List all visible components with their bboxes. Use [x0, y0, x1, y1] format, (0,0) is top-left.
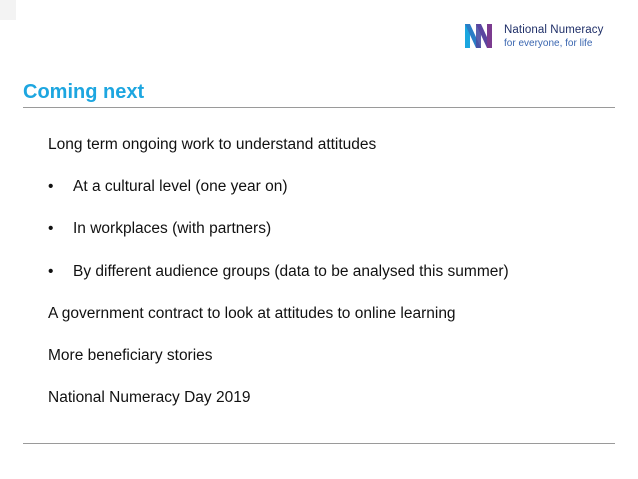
- bottom-divider: [23, 443, 615, 444]
- bullet-text: At a cultural level (one year on): [73, 178, 288, 195]
- bullet-text: In workplaces (with partners): [73, 220, 272, 237]
- slide-title: Coming next: [23, 81, 145, 103]
- intro-text: Long term ongoing work to understand attitudes: [48, 136, 377, 153]
- item-text: A government contract to look at attitudes to online learning: [48, 305, 456, 322]
- item-text: More beneficiary stories: [48, 347, 213, 364]
- bullet-marker: •: [48, 220, 54, 237]
- bullet-marker: •: [48, 263, 54, 280]
- logo-name: National Numeracy: [504, 24, 604, 36]
- national-numeracy-logo: [464, 21, 624, 53]
- bullet-marker: •: [48, 178, 54, 195]
- corner-mark: [0, 0, 16, 20]
- logo-tagline: for everyone, for life: [504, 38, 593, 49]
- item-text: National Numeracy Day 2019: [48, 389, 251, 406]
- top-divider: [23, 107, 615, 108]
- logo-mark-icon: [464, 22, 498, 50]
- bullet-text: By different audience groups (data to be analysed this summer): [73, 263, 509, 280]
